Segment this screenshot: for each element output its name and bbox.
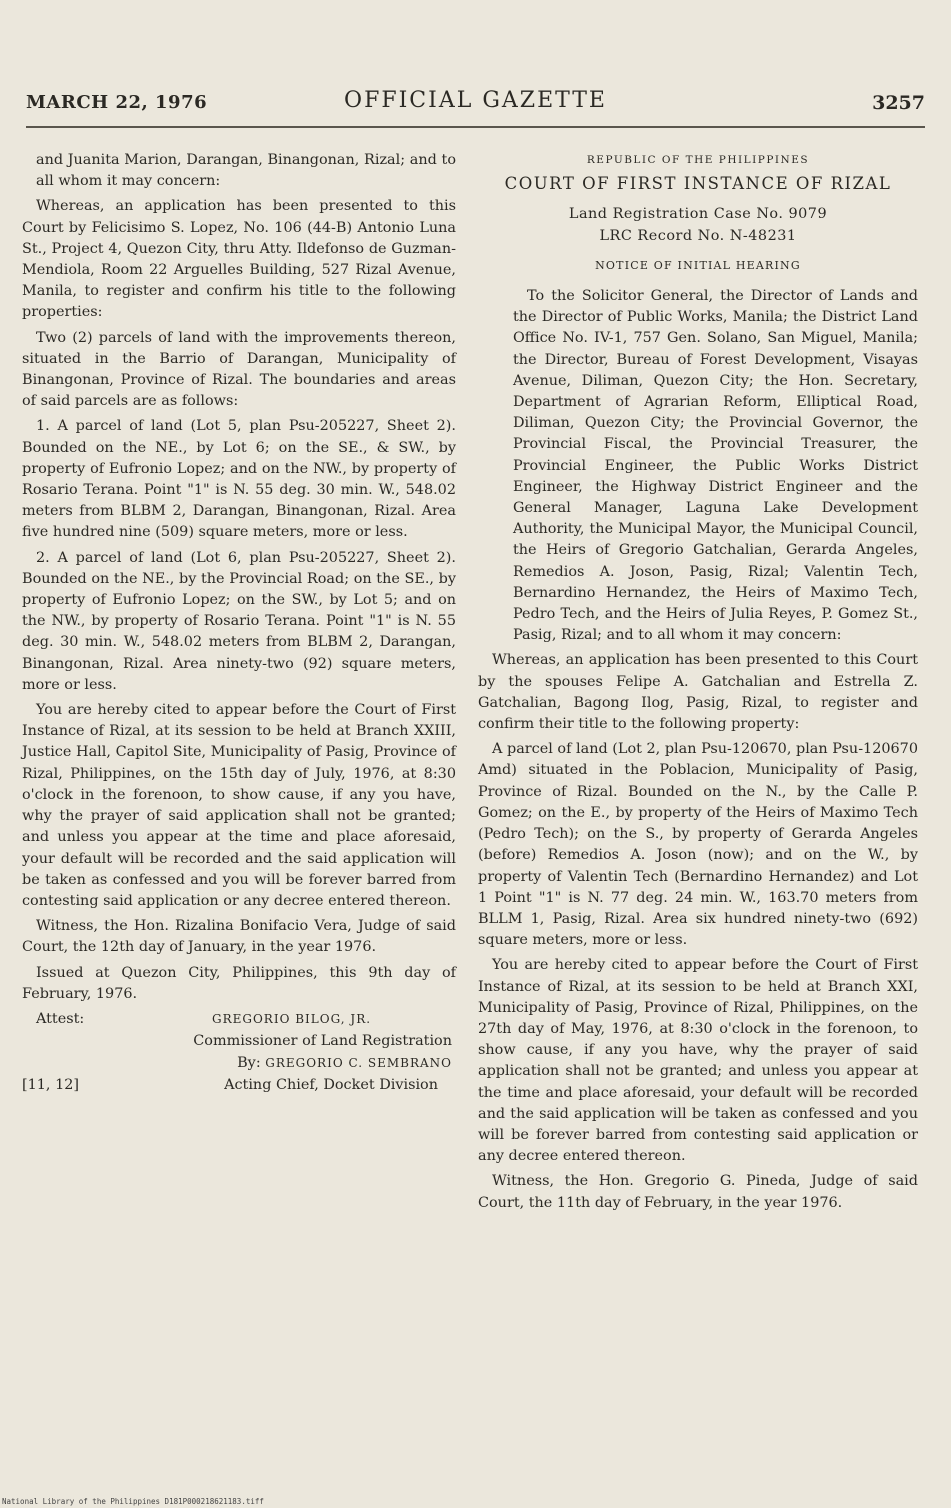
record-number: LRC Record No. N-48231 bbox=[599, 227, 797, 244]
paragraph: You are hereby cited to appear before the Court of First Instance of Rizal, at its session to be held at Branch XXI, Municipality of Pasig, Province of Rizal, Philippines, on the 27th day of May, 1976, at 8:30 o'clock in the forenoon, to show cause, if any you have, why the prayer of said application shall not be granted; and unless you appear at the time and place aforesaid, your default will be recorded and the said application will be taken as confessed and you will be forever barred from contesting said application or any decree entered thereon. bbox=[478, 957, 918, 1165]
paragraph: A parcel of land (Lot 2, plan Psu-120670, plan Psu-120670 Amd) situated in the Poblacion, Municipality of Pasig, Province of Rizal. Bounded on the N., by the Calle P. Gomez; on the E., by property of the Heirs of Maximo Tech (Pedro Tech); on the S., by property of Gerarda Angeles (before) Remedios A. Joson (now); and on the W., by property of Valentin Tech (Bernardino Hernandez) and Lot 1 Point "1" is N. 77 deg. 24 min. W., 163.70 meters from BLLM 1, Pasig, Rizal. Area six hundred ninety-two (692) square meters, more or less. bbox=[478, 741, 918, 949]
paragraph: Witness, the Hon. Gregorio G. Pineda, Judge of said Court, the 11th day of February, in the year 1976. bbox=[478, 1173, 918, 1211]
attest-title: Commissioner of Land Registration bbox=[193, 1032, 452, 1049]
page-header bbox=[26, 88, 925, 128]
paragraph: Whereas, an application has been presented to this Court by Felicisimo S. Lopez, No. 106 (44-B) Antonio Luna St., Project 4, Quezon City, thru Atty. Ildefonso de Guzman-Mendiola, Room 22 Arguelles Building, 527 Rizal Avenue, Manila, to register and confirm his title to the following properties: bbox=[22, 198, 456, 321]
attest-label: Attest: bbox=[36, 1010, 85, 1027]
page-number: 3257 bbox=[872, 92, 925, 114]
header-rule bbox=[26, 126, 925, 128]
left-column bbox=[22, 150, 456, 1097]
paragraph: Witness, the Hon. Rizalina Bonifacio Vera, Judge of said Court, the 12th day of January, in the year 1976. bbox=[22, 918, 456, 956]
republic-heading: REPUBLIC OF THE PHILIPPINES bbox=[586, 154, 810, 166]
notice-heading: NOTICE OF INITIAL HEARING bbox=[595, 258, 801, 272]
court-heading: COURT OF FIRST INSTANCE OF RIZAL bbox=[504, 174, 892, 194]
reference-line bbox=[22, 1075, 456, 1097]
paragraph: and Juanita Marion, Darangan, Binangonan, Rizal; and to all whom it may concern: bbox=[36, 152, 456, 190]
by-title: Acting Chief, Docket Division bbox=[224, 1076, 438, 1093]
by-signatory: GREGORIO C. SEMBRANO bbox=[265, 1055, 452, 1070]
paragraph: Issued at Quezon City, Philippines, this 9th day of February, 1976. bbox=[22, 964, 456, 1002]
paragraph: 1. A parcel of land (Lot 5, plan Psu-205227, Sheet 2). Bounded on the NE., by Lot 6; on the SE., & SW., by property of Eufronio Lopez; and on the NW., by property of Rosario Terana. Point "1" is N. 55 deg. 30 min. W., 548.02 meters from BLBM 2, Darangan, Binangonan, Rizal. Area five hundred nine (509) square meters, more or less. bbox=[22, 418, 456, 541]
case-number: Land Registration Case No. 9079 bbox=[568, 206, 828, 223]
publication-title: OFFICIAL GAZETTE bbox=[344, 88, 607, 113]
paragraph: 2. A parcel of land (Lot 6, plan Psu-205227, Sheet 2). Bounded on the NE., by the Provincial Road; on the SE., by property of Eufronio Lopez; on the SW., by Lot 5; and on the NW., by property of Rosario Terana. Point "1" is N. 55 deg. 30 min. W., 548.02 meters from BLBM 2, Darangan, Binangonan, Rizal. Area ninety-two (92) square meters, more or less. bbox=[22, 549, 456, 693]
issue-reference: [11, 12] bbox=[22, 1076, 80, 1093]
addressees: To the Solicitor General, the Director of Lands and the Director of Public Works, Manila; the District Land Office No. IV-1, 757 Gen. Solano, San Miguel, Manila; the Director, Bureau of Forest Development, Visayas Avenue, Diliman, Quezon City; the Hon. Secretary, Department of Agrarian Reform, Elliptical Road, Diliman, Quezon City; the Provincial Governor, the Provincial Fiscal, the Provincial Treasurer, the Provincial Engineer, the Public Works District Engineer, the Highway District Engineer and the General Manager, Laguna Lake Development Authority, the Municipal Mayor, the Municipal Council, the Heirs of Gregorio Gatchalian, Gerarda Angeles, Remedios A. Joson, Pasig, Rizal; Valentin Tech, Bernardino Hernandez, the Heirs of Maximo Tech, Pedro Tech, and the Heirs of Julia Reyes, P. Gomez St., Pasig, Rizal; and to all whom it may concern: bbox=[513, 288, 918, 644]
scan-source-line: National Library of the Philippines D181P000218621183.tiff bbox=[2, 1497, 264, 1506]
by-line bbox=[22, 1053, 456, 1075]
issue-date: MARCH 22, 1976 bbox=[26, 92, 208, 113]
attest-signatory: GREGORIO BILOG, JR. bbox=[212, 1011, 372, 1026]
by-label: By: bbox=[237, 1054, 261, 1071]
paragraph: Two (2) parcels of land with the improvements thereon, situated in the Barrio of Darangan, Municipality of Binangonan, Province of Rizal. The boundaries and areas of said parcels are as follows: bbox=[22, 329, 456, 410]
attest-line bbox=[22, 1009, 456, 1031]
paragraph: Whereas, an application has been presented to this Court by the spouses Felipe A. Gatchalian and Estrella Z. Gatchalian, Bagong Ilog, Pasig, Rizal, to register and confirm their title to the following property: bbox=[478, 652, 918, 733]
paragraph: You are hereby cited to appear before the Court of First Instance of Rizal, at its session to be held at Branch XXIII, Justice Hall, Capitol Site, Municipality of Pasig, Province of Rizal, Philippines, on the 15th day of July, 1976, at 8:30 o'clock in the forenoon, to show cause, if any you have, why the prayer of said application shall not be granted; and unless you appear at the time and place aforesaid, your default will be recorded and the said application will be taken as confessed and you will be forever barred from contesting said application or any decree entered thereon. bbox=[22, 702, 456, 909]
right-column bbox=[478, 150, 918, 1218]
